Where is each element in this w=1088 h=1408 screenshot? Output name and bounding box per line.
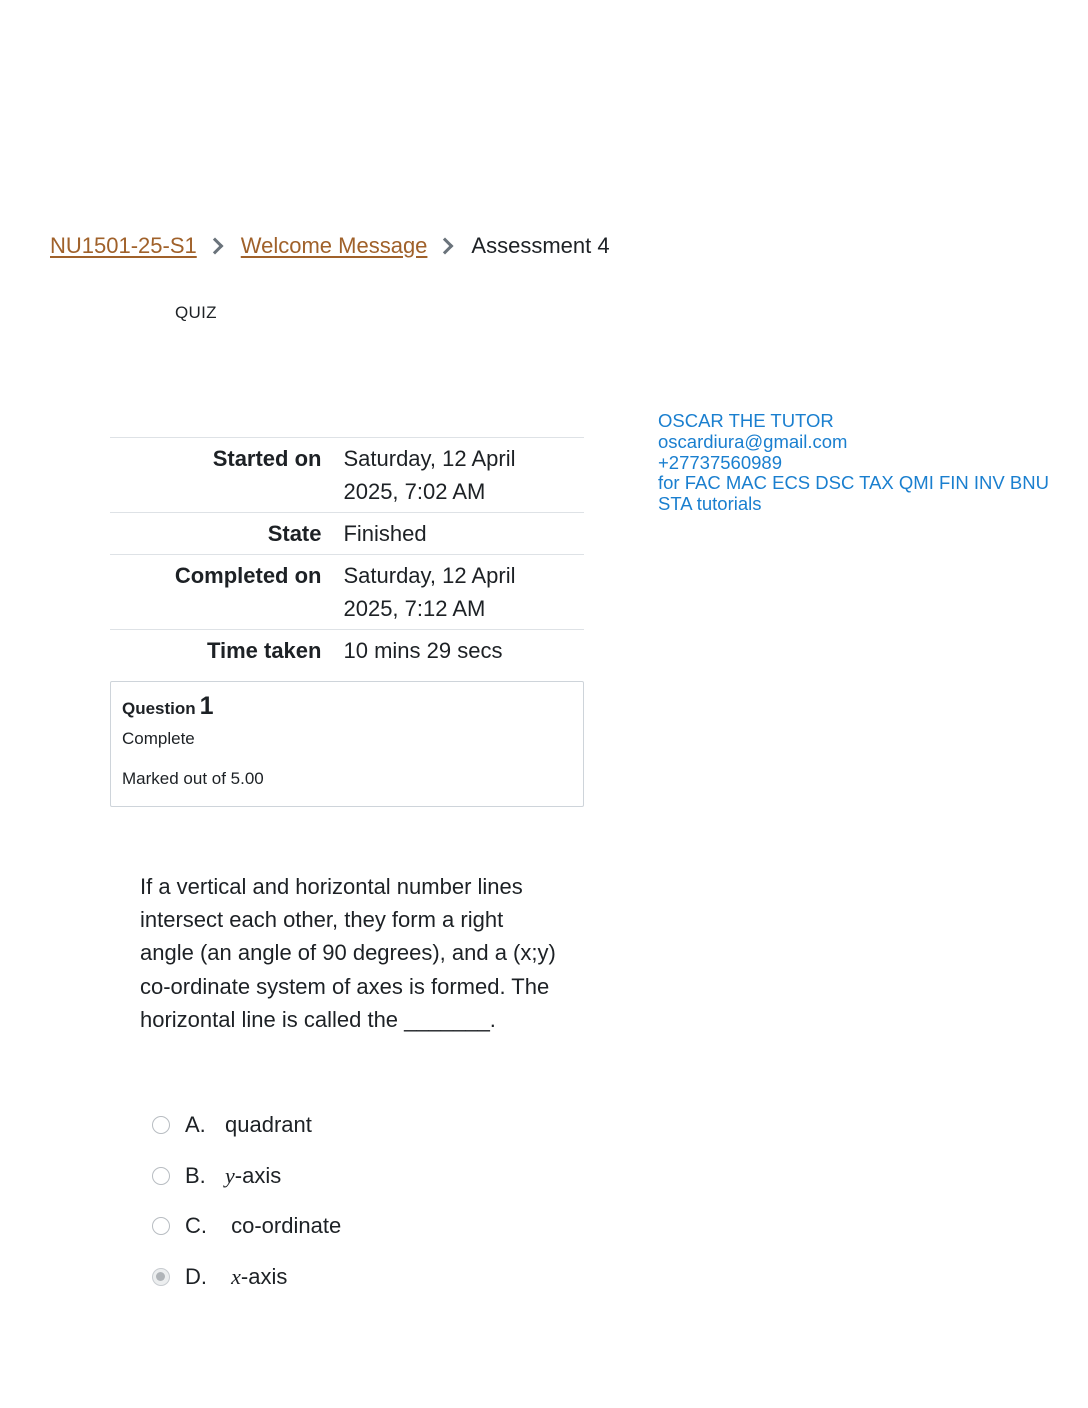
completed-time: 2025, 7:12 AM xyxy=(343,596,486,621)
question-grade: Marked out of 5.00 xyxy=(122,769,264,788)
answer-option-b[interactable] xyxy=(152,1159,341,1193)
started-value xyxy=(343,438,584,513)
question-number-value: 1 xyxy=(199,692,214,720)
question-label: Question xyxy=(122,699,196,718)
question-info-box xyxy=(110,681,584,807)
question-number xyxy=(122,692,572,723)
started-date: Saturday, 12 April xyxy=(343,446,516,471)
attempt-summary-table xyxy=(110,437,584,671)
radio-button[interactable] xyxy=(152,1116,170,1134)
radio-button-selected[interactable] xyxy=(152,1268,170,1286)
breadcrumb-course-link[interactable]: NU1501-25-S1 xyxy=(50,233,197,258)
tutor-email: oscardiura@gmail.com xyxy=(658,430,848,452)
answer-options xyxy=(152,1108,341,1310)
option-text: co-ordinate xyxy=(231,1213,342,1238)
option-text: quadrant xyxy=(225,1112,312,1137)
breadcrumb-current: Assessment 4 xyxy=(471,233,610,258)
completed-date: Saturday, 12 April xyxy=(343,563,516,588)
option-letter: C. xyxy=(185,1213,207,1238)
question-text: If a vertical and horizontal number lines intersect each other, they form a right angle (an angle of 90 degrees), and a (x;y) co-ordinate system of axes is formed. The horizontal line is called the _______. xyxy=(140,874,556,1032)
answer-option-a[interactable] xyxy=(152,1108,341,1142)
summary-row-state xyxy=(110,513,584,555)
tutor-subjects: for FAC MAC ECS DSC TAX QMI FIN INV BNU xyxy=(658,472,1049,494)
completed-value xyxy=(343,555,584,630)
option-text: x-axis xyxy=(231,1263,288,1289)
question-state: Complete xyxy=(122,729,195,748)
radio-button[interactable] xyxy=(152,1217,170,1235)
option-letter: B. xyxy=(185,1162,206,1188)
tutor-phone: +27737560989 xyxy=(658,451,782,473)
chevron-right-icon xyxy=(437,238,454,255)
summary-row-time-taken xyxy=(110,630,584,672)
summary-row-completed xyxy=(110,555,584,630)
radio-button[interactable] xyxy=(152,1167,170,1185)
tutor-subjects-cont: STA tutorials xyxy=(658,493,762,515)
state-value: Finished xyxy=(343,521,427,546)
breadcrumb-section-link[interactable]: Welcome Message xyxy=(240,233,428,258)
time-taken-label: Time taken xyxy=(206,638,322,663)
state-label: State xyxy=(267,521,322,546)
time-taken-value: 10 mins 29 secs xyxy=(343,638,503,663)
option-text: y-axis xyxy=(225,1162,282,1188)
completed-label: Completed on xyxy=(174,563,322,588)
activity-type-label: QUIZ xyxy=(175,303,217,322)
option-letter: D. xyxy=(185,1263,207,1289)
started-time: 2025, 7:02 AM xyxy=(343,479,486,504)
started-label: Started on xyxy=(212,446,322,471)
answer-option-c[interactable] xyxy=(152,1209,341,1243)
tutor-name: OSCAR THE TUTOR xyxy=(658,410,834,431)
tutor-contact-note xyxy=(658,411,1049,515)
breadcrumb xyxy=(50,230,610,262)
chevron-right-icon xyxy=(206,238,223,255)
summary-row-started xyxy=(110,438,584,513)
option-letter: A. xyxy=(185,1112,206,1137)
answer-option-d[interactable] xyxy=(152,1260,341,1294)
